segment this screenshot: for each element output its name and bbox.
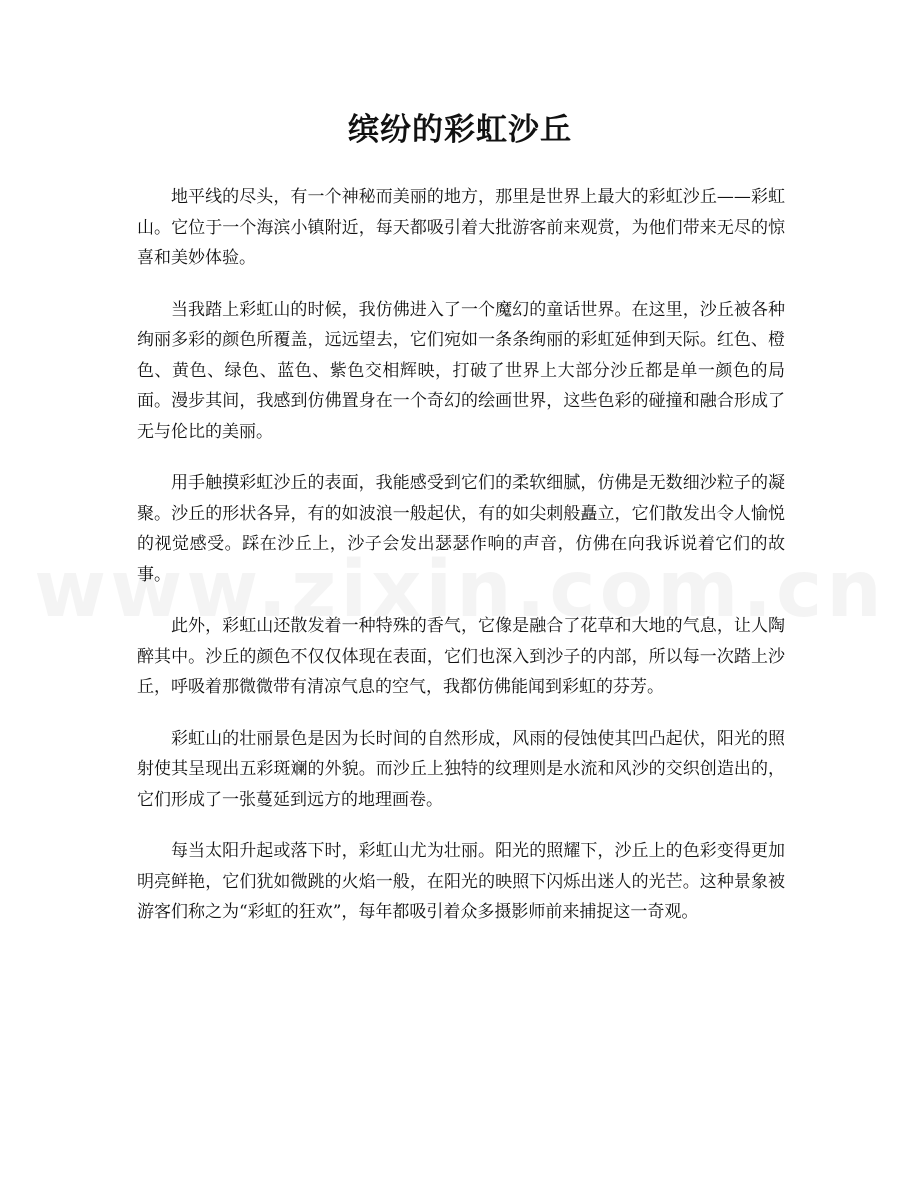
document-title: 缤纷的彩虹沙丘	[348, 112, 572, 148]
paragraph-3: 用手触摸彩虹沙丘的表面，我能感受到它们的柔软细腻，仿佛是无数细沙粒子的凝聚。沙丘的形状各异，有的如波浪一般起伏，有的如尖刺般矗立，它们散发出令人愉悦的视觉感受。踩在沙丘上，沙子会发出瑟瑟作响的声音，仿佛在向我诉说着它们的故事。	[137, 473, 785, 585]
paragraph-4: 此外，彩虹山还散发着一种特殊的香气，它像是融合了花草和大地的气息，让人陶醉其中。沙丘的颜色不仅仅体现在表面，它们也深入到沙子的内部，所以每一次踏上沙丘，呼吸着那微微带有清凉气息的空气，我都仿佛能闻到彩虹的芬芳。	[137, 616, 785, 697]
paragraph-1: 地平线的尽头，有一个神秘而美丽的地方，那里是世界上最大的彩虹沙丘——彩虹山。它位于一个海滨小镇附近，每天都吸引着大批游客前来观赏，为他们带来无尽的惊喜和美妙体验。	[137, 187, 785, 268]
paragraph-2: 当我踏上彩虹山的时候，我仿佛进入了一个魔幻的童话世界。在这里，沙丘被各种绚丽多彩的颜色所覆盖，远远望去，它们宛如一条条绚丽的彩虹延伸到天际。红色、橙色、黄色、绿色、蓝色、紫色交相辉映，打破了世界上大部分沙丘都是单一颜色的局面。漫步其间，我感到仿佛置身在一个奇幻的绘画世界，这些色彩的碰撞和融合形成了无与伦比的美丽。	[137, 299, 785, 442]
paragraph-5: 彩虹山的壮丽景色是因为长时间的自然形成，风雨的侵蚀使其凹凸起伏，阳光的照射使其呈现出五彩斑斓的外貌。而沙丘上独特的纹理则是水流和风沙的交织创造出的，它们形成了一张蔓延到远方的地理画卷。	[137, 728, 785, 810]
document-body	[137, 182, 785, 949]
paragraph-6: 每当太阳升起或落下时，彩虹山尤为壮丽。阳光的照耀下，沙丘上的色彩变得更加明亮鲜艳，它们犹如微跳的火焰一般，在阳光的映照下闪烁出迷人的光芒。这种景象被游客们称之为“彩虹的狂欢”，每年都吸引着众多摄影师前来捕捉这一奇观。	[137, 841, 785, 922]
